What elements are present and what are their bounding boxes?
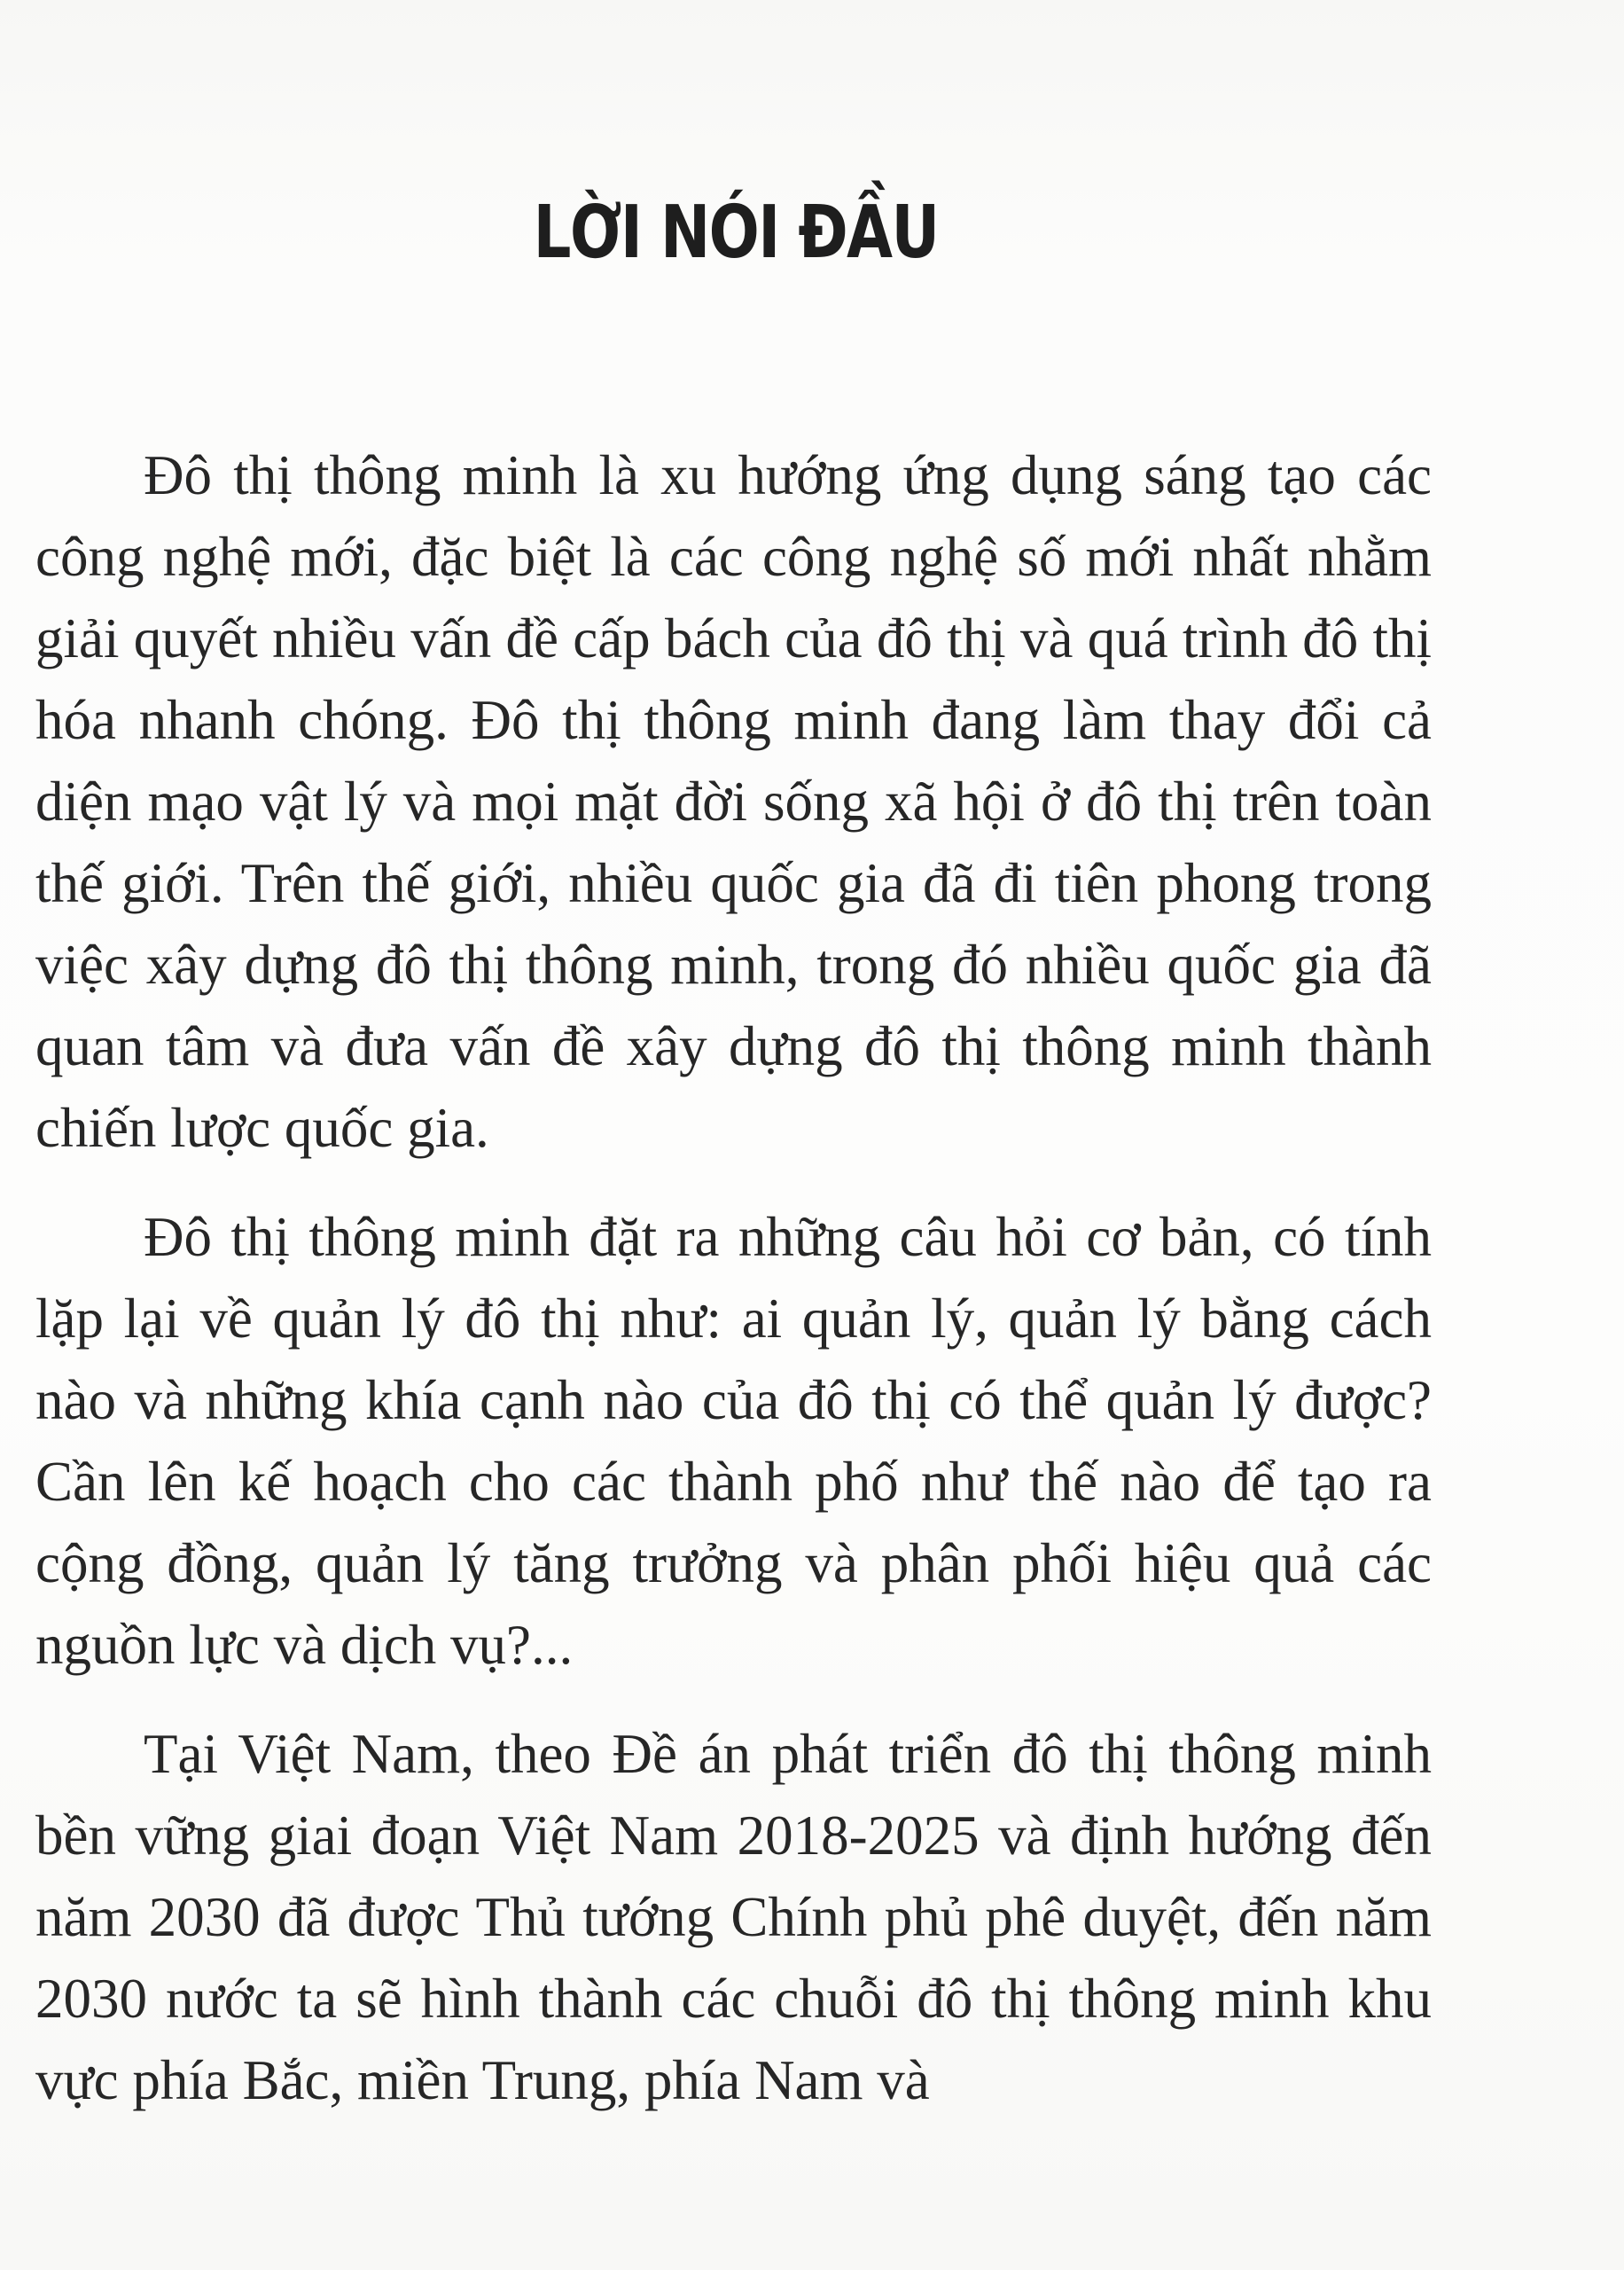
paragraph-3: Tại Việt Nam, theo Đề án phát triển đô thị thông minh bền vững giai đoạn Việt Nam 2018-2025 và định hướng đến năm 2030 đã được Thủ tướng Chính phủ phê duyệt, đến năm 2030 nước ta sẽ hình thành các chuỗi đô thị thông minh khu vực phía Bắc, miền Trung, phía Nam và: [35, 1723, 1432, 2111]
body-text: [35, 434, 1432, 2121]
paragraph-1: Đô thị thông minh là xu hướng ứng dụng sáng tạo các công nghệ mới, đặc biệt là các công nghệ số mới nhất nhằm giải quyết nhiều vấn đề cấp bách của đô thị và quá trình đô thị hóa nhanh chóng. Đô thị thông minh đang làm thay đổi cả diện mạo vật lý và mọi mặt đời sống xã hội ở đô thị trên toàn thế giới. Trên thế giới, nhiều quốc gia đã đi tiên phong trong việc xây dựng đô thị thông minh, trong đó nhiều quốc gia đã quan tâm và đưa vấn đề xây dựng đô thị thông minh thành chiến lược quốc gia.: [35, 444, 1432, 1159]
page-title: LỜI NÓI ĐẦU: [533, 191, 939, 275]
paragraph-2: Đô thị thông minh đặt ra những câu hỏi cơ bản, có tính lặp lại về quản lý đô thị như: ai quản lý, quản lý bằng cách nào và những khía cạnh nào của đô thị có thể quản lý được? Cần lên kế hoạch cho các thành phố như thế nào để tạo ra cộng đồng, quản lý tăng trưởng và phân phối hiệu quả các nguồn lực và dịch vụ?...: [35, 1206, 1432, 1676]
